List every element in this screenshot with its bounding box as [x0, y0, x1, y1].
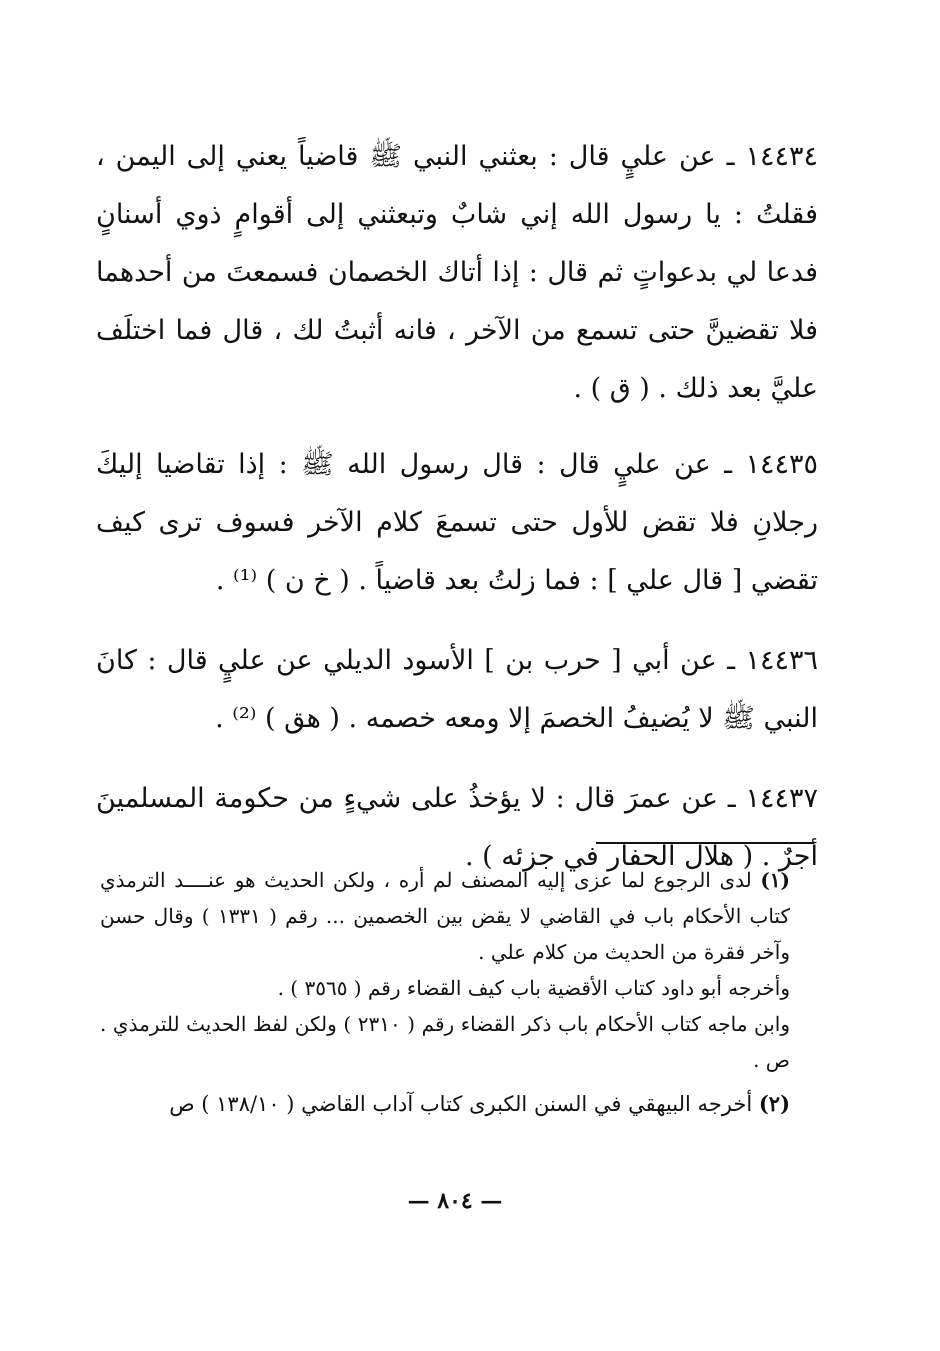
footnote-1 — [100, 862, 790, 1078]
footnotes — [100, 862, 790, 1122]
hadith-14435: ١٤٤٣٥ ـ عن عليٍ قال : قال رسول الله ﷺ : إذا تقاضيا إليكَ رجلانِ فلا تقض للأول حتى تسمعَ كلام الآخر فسوف ترى كيف تقضي [ قال علي ] : فما زلتُ بعد قاضياً . ( خ ن ) ⁽¹⁾ . — [96, 449, 818, 596]
footnote-2 — [100, 1086, 790, 1122]
main-text — [96, 128, 818, 886]
page-number: — ٨٠٤ — — [407, 1188, 503, 1214]
hadith-14434: ١٤٤٣٤ ـ عن عليٍ قال : بعثني النبي ﷺ قاضياً يعني إلى اليمن ، فقلتُ : يا رسول الله إني شابٌ وتبعثني إلى أقوامٍ ذوي أسنانٍ فدعا لي بدعواتٍ ثم قال : إذا أتاك الخصمان فسمعتَ من أحدهما فلا تقضينَّ حتى تسمع من الآخر ، فانه أثبتُ لك ، قال فما اختلَف عليَّ بعد ذلك . ( ق ) . — [96, 141, 818, 404]
footnote-separator — [596, 842, 814, 844]
hadith-14437: ١٤٤٣٧ ـ عن عمرَ قال : لا يؤخذُ على شيءٍ من حكومة المسلمينَ أجرٌ . ( هلال الحفار في جزئه ) . — [96, 783, 818, 872]
footnote-1-line-3: وابن ماجه كتاب الأحكام باب ذكر القضاء رقم ( ٢٣١٠ ) ولكن لفظ الحديث للترمذي . ص . — [100, 1012, 791, 1072]
hadith-14436: ١٤٤٣٦ ـ عن أبي [ حرب بن ] الأسود الديلي عن عليٍ قال : كانَ النبي ﷺ لا يُضيفُ الخصمَ إلا ومعه خصمه . ( هق ) ⁽²⁾ . — [96, 645, 818, 734]
footnote-1-marker: (١) — [760, 868, 790, 892]
footnote-2-marker: (٢) — [758, 1091, 790, 1116]
footnote-1-line-2: وأخرجه أبو داود كتاب الأقضية باب كيف القضاء رقم ( ٣٥٦٥ ) . — [277, 976, 790, 1000]
footnote-2-text: أخرجه البيهقي في السنن الكبرى كتاب آداب القاضي ( ١٣٨/١٠ ) ص — [169, 1092, 753, 1116]
footnote-1-line-1: لدى الرجوع لما عزى إليه المصنف لم أره ، ولكن الحديث هو عنــــد الترمذي كتاب الأحكام باب في القاضي لا يقض بين الخصمين ... رقم ( ١٣٣١ ) وقال حسن وآخر فقرة من الحديث من كلام علي . — [100, 868, 790, 964]
